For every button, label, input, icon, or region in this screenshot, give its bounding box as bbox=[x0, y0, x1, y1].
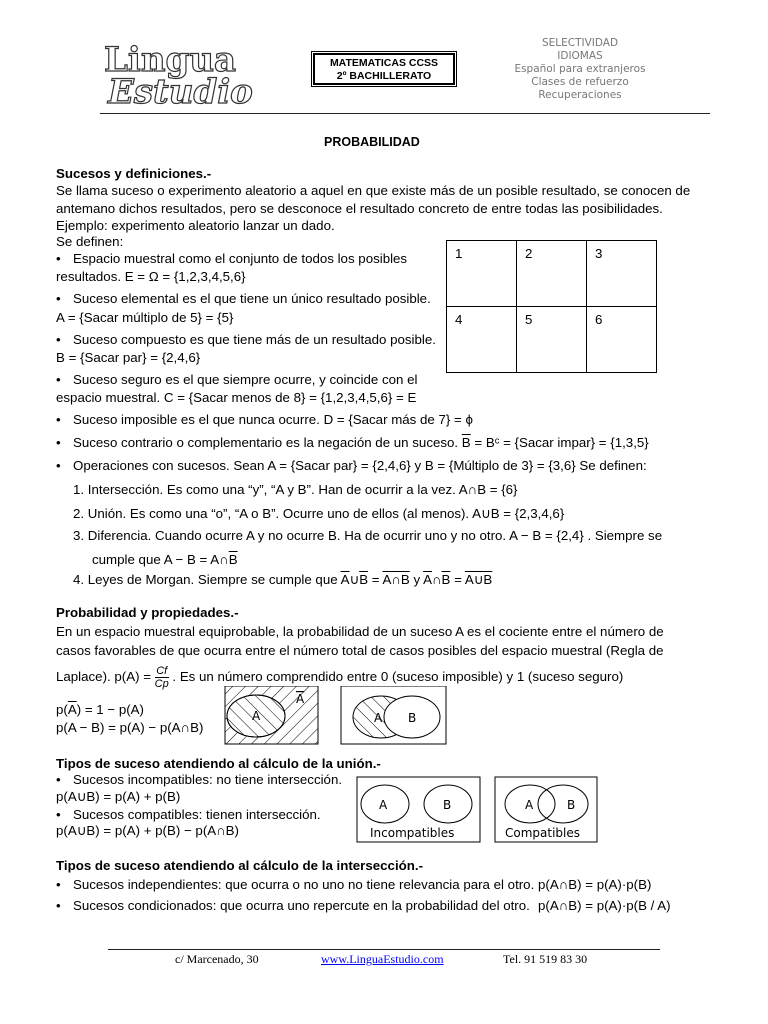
f: $\overline{A}$ bbox=[67, 702, 77, 717]
bullet-item: • Sucesos compatibles: tienen intersección. bbox=[73, 807, 321, 823]
text: Laplace). p(A) = bbox=[56, 669, 155, 684]
grid-cell: 3 bbox=[587, 241, 657, 307]
venn-label: B bbox=[567, 798, 576, 812]
grid-cell: 4 bbox=[447, 307, 517, 373]
denominator: Cp bbox=[154, 677, 169, 690]
logo-line2: Estudio bbox=[108, 72, 253, 112]
f: A∪B bbox=[464, 572, 493, 587]
course-box bbox=[313, 53, 455, 85]
f: ) = 1 − p(A) bbox=[76, 702, 144, 717]
f: A∩B bbox=[382, 572, 410, 587]
formula-complement: $\overline{B}$ bbox=[228, 552, 238, 567]
footer-website-link[interactable]: www.LinguaEstudio.com bbox=[321, 952, 444, 966]
footer-address: c/ Marcenado, 30 bbox=[175, 952, 259, 966]
grid-cell: 2 bbox=[517, 241, 587, 307]
grid-cell: 6 bbox=[587, 307, 657, 373]
numbered-item-cont bbox=[92, 552, 238, 568]
numbered-item: 3. Diferencia. Cuando ocurre A y no ocurre B. Ha de ocurrir uno y no otro. A − B = {2,4} . Siempre se bbox=[73, 528, 663, 543]
footer-divider bbox=[108, 949, 660, 950]
paragraph-line: casos favorables de que ocurra entre el número total de casos posibles del espacio muestral (Regla de bbox=[56, 643, 664, 658]
numbered-item bbox=[73, 572, 492, 588]
bullet-item: • Sucesos condicionados: que ocurra uno repercute en la probabilidad del otro. bbox=[73, 898, 530, 914]
service-item: Español para extranjeros bbox=[514, 63, 646, 75]
f: y bbox=[409, 572, 424, 587]
paragraph-line: Se llama suceso o experimento aleatorio a aquel en que existe más de un posible resultado, se conocen de bbox=[56, 183, 691, 198]
text: . Es un número comprendido entre 0 (suceso imposible) y 1 (suceso seguro) bbox=[168, 669, 624, 684]
dice-outcomes-grid bbox=[446, 240, 657, 373]
bullet-item: • Suceso imposible es el que nunca ocurre. D = {Sacar más de 7} = ϕ bbox=[73, 412, 473, 428]
footer-phone: Tel. 91 519 83 30 bbox=[503, 952, 588, 966]
bullet-item bbox=[73, 435, 649, 451]
venn-diagrams-union bbox=[355, 776, 615, 844]
service-item: Recuperaciones bbox=[538, 89, 622, 101]
venn-label: B bbox=[408, 711, 417, 725]
f: $\overline{B}$ bbox=[359, 572, 369, 587]
formula: p(A∪B) = p(A) + p(B) − p(A∩B) bbox=[56, 823, 239, 838]
numbered-item: 2. Unión. Es como una “o”, “A o B”. Ocurre uno de ellos (al menos). A∪B = {2,3,4,6} bbox=[73, 506, 565, 521]
f: ∩ bbox=[431, 572, 442, 587]
formula bbox=[56, 702, 144, 718]
f: $\overline{A}$ bbox=[340, 572, 350, 587]
venn-label: A bbox=[374, 711, 383, 725]
service-item: IDIOMAS bbox=[557, 50, 603, 62]
service-item: SELECTIVIDAD bbox=[541, 37, 619, 49]
text: cumple que A − B = A∩ bbox=[92, 552, 229, 567]
formula-complement: $\overline{B}$ bbox=[461, 435, 471, 450]
venn-set-b bbox=[538, 785, 588, 823]
bullet-item: • Suceso elemental es el que tiene un único resultado posible. bbox=[73, 291, 431, 307]
venn-label: A bbox=[296, 692, 305, 706]
page-title: PROBABILIDAD bbox=[324, 135, 420, 149]
logo-line1: Lingua bbox=[104, 40, 237, 80]
formula: B = {Sacar par} = {2,4,6} bbox=[56, 350, 201, 365]
section-heading: Tipos de suceso atendiendo al cálculo de la unión.- bbox=[56, 756, 381, 771]
numbered-item: 1. Intersección. Es como una “y”, “A y B”. Han de ocurrir a la vez. A∩B = {6} bbox=[73, 482, 518, 497]
header-divider bbox=[100, 113, 710, 114]
venn-label: A bbox=[379, 798, 388, 812]
grid-cell: 5 bbox=[517, 307, 587, 373]
f: p( bbox=[56, 702, 68, 717]
bullet-item: • Sucesos independientes: que ocurra o no uno no tiene relevancia para el otro. bbox=[73, 877, 534, 893]
logo bbox=[104, 40, 253, 112]
venn-label: A bbox=[252, 709, 261, 723]
venn-diagrams-complement-difference bbox=[220, 686, 460, 748]
bullet-item: • Operaciones con sucesos. Sean A = {Sacar par} = {2,4,6} y B = {Múltiplo de 3} = {3,6} Se definen: bbox=[73, 458, 647, 474]
formula: p(A∪B) = p(A) + p(B) bbox=[56, 789, 181, 804]
formula: resultados. E = Ω = {1,2,3,4,5,6} bbox=[56, 269, 246, 284]
section-heading: Probabilidad y propiedades.- bbox=[56, 605, 239, 620]
formula: espacio muestral. C = {Sacar menos de 8} = {1,2,3,4,5,6} = E bbox=[56, 390, 417, 405]
paragraph-line: antemano dichos resultados, pero se desconoce el resultado concreto de entre todas las posibilidades. bbox=[56, 201, 663, 216]
f: = bbox=[368, 572, 383, 587]
paragraph-line: En un espacio muestral equiprobable, la probabilidad de un suceso A es el cociente entre el número de bbox=[56, 624, 664, 639]
section-heading: Sucesos y definiciones.- bbox=[56, 166, 212, 181]
f: $\overline{B}$ bbox=[441, 572, 451, 587]
services-list bbox=[495, 37, 665, 102]
formula: p(A − B) = p(A) − p(A∩B) bbox=[56, 720, 204, 735]
section-heading: Tipos de suceso atendiendo al cálculo de la intersección.- bbox=[56, 858, 424, 873]
formula: p(A∩B) = p(A)·p(B) bbox=[538, 877, 652, 892]
text: Suceso contrario o complementario es la negación de un suceso. bbox=[73, 435, 462, 450]
bullet-item: • Sucesos incompatibles: no tiene intersección. bbox=[73, 772, 342, 788]
diagram-caption: Incompatibles bbox=[370, 826, 455, 840]
course-subject: MATEMATICAS CCSS bbox=[329, 57, 439, 69]
bullet-item: • Suceso compuesto es que tiene más de un resultado posible. bbox=[73, 332, 436, 348]
formula: p(A∩B) = p(A)·p(B / A) bbox=[538, 898, 671, 913]
formula: A = {Sacar múltiplo de 5} = {5} bbox=[56, 310, 234, 325]
bullet-item: • Suceso seguro es el que siempre ocurre, y coincide con el bbox=[73, 372, 417, 388]
grid-cell: 1 bbox=[447, 241, 517, 307]
service-item: Clases de refuerzo bbox=[531, 76, 629, 88]
f: ∪ bbox=[349, 572, 360, 587]
text: 4. Leyes de Morgan. Siempre se cumple que bbox=[73, 572, 341, 587]
formula: = Bᶜ = {Sacar impar} = {1,3,5} bbox=[470, 435, 649, 450]
numerator: Cf bbox=[156, 664, 168, 677]
paragraph-line: Ejemplo: experimento aleatorio lanzar un dado. bbox=[56, 218, 335, 233]
venn-label: B bbox=[443, 798, 452, 812]
f: $\overline{A}$ bbox=[423, 572, 432, 587]
venn-label: A bbox=[525, 798, 534, 812]
paragraph-line: Se definen: bbox=[56, 234, 124, 249]
f: = bbox=[450, 572, 465, 587]
laplace-fraction bbox=[155, 665, 169, 690]
diagram-caption: Compatibles bbox=[505, 826, 581, 840]
course-level: 2º BACHILLERATO bbox=[336, 70, 432, 82]
bullet-item: • Espacio muestral como el conjunto de todos los posibles bbox=[73, 251, 407, 267]
